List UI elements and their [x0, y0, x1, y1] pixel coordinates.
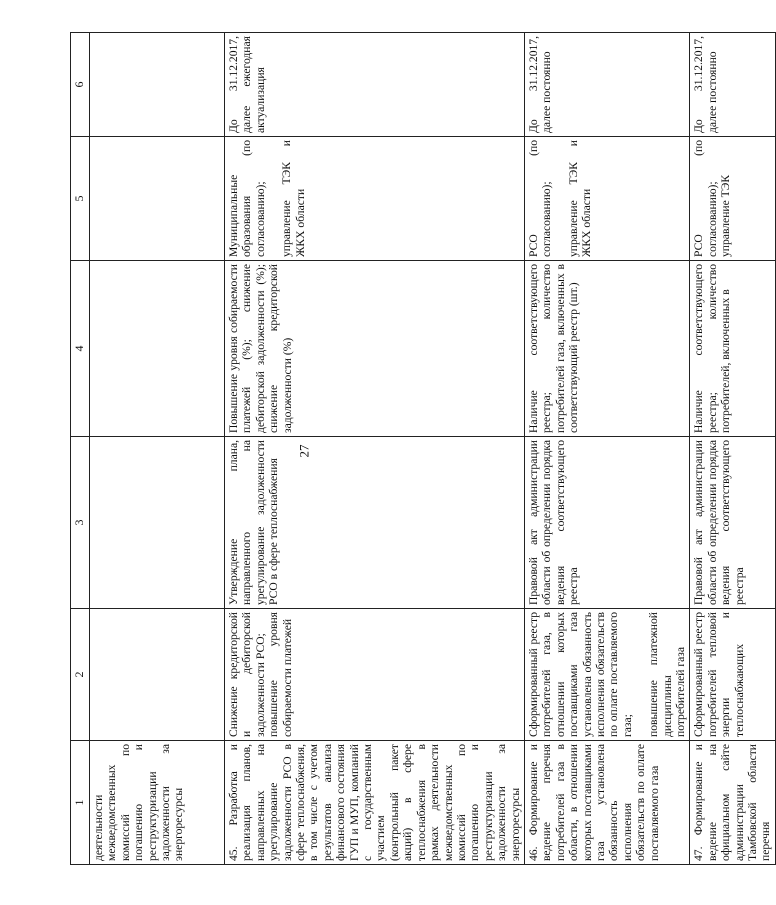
cell-responsible	[90, 137, 225, 261]
cell-responsible	[524, 137, 689, 261]
cell-document	[90, 437, 225, 609]
cell-indicator: Наличие соответствующего реестра; количество потребителей газа, включенных в соответствующий реестр (шт.)	[524, 261, 689, 437]
result-text-a: Снижение кредиторской и дебиторской задолженности РСО;	[227, 612, 267, 737]
page-number: 27	[296, 444, 312, 458]
cell-indicator: Повышение уровня собираемости платежей (%); снижение дебиторской задолженности (%); снижение кредиторской задолженности (%)	[225, 261, 525, 437]
result-text-b: повышение платежной дисциплины потребителей газа	[647, 612, 687, 737]
table-row	[690, 33, 775, 865]
cell-deadline: До 31.12.2017, далее ежегодная актуализация	[225, 33, 525, 137]
header-col-5: 5	[71, 137, 90, 261]
responsible-text-a: РСО (по согласованию);	[692, 140, 719, 257]
cell-activity: 45. Разработка и реализация планов, направленных на урегулирование задолженности РСО в сфере теплоснабжения, в том числе с учетом результатов анализа финансового состояния ГУП и МУП, компаний с государственным участием (контрольный пакет акций) в сфере теплоснабжения в рамках деятельности межведомственных комиссий по погашению и реструктуризации задолженности за энергоресурсы	[225, 741, 525, 865]
cell-document: Утверждение плана, направленного на урегулирование задолженности РСО в сфере теплоснабжения	[225, 437, 525, 609]
cell-document: Правовой акт администрации области об определении порядка ведения соответствующего реестра	[690, 437, 775, 609]
responsible-text-b: управление ТЭК	[719, 174, 733, 257]
cell-deadline	[90, 33, 225, 137]
cell-activity: деятельности межведомственных комиссий по погашению и реструктуризации задолженности за энергоресурсы	[90, 741, 225, 865]
cell-result: Сформированный реестр потребителей тепловой энергии и теплоснабжающих	[690, 609, 775, 741]
cell-result	[90, 609, 225, 741]
cell-responsible	[225, 137, 525, 261]
cell-indicator	[90, 261, 225, 437]
plan-table	[70, 32, 776, 865]
header-col-6: 6	[71, 33, 90, 137]
header-col-3: 3	[71, 437, 90, 609]
responsible-text-a: Муниципальные образования (по согласованию);	[227, 140, 267, 257]
responsible-text-a: РСО (по согласованию);	[526, 140, 554, 257]
cell-deadline: До 31.12.2017, далее постоянно	[524, 33, 689, 137]
cell-responsible	[690, 137, 775, 261]
rotated-table-wrapper	[70, 33, 773, 865]
header-row	[71, 33, 90, 865]
header-col-2: 2	[71, 609, 90, 741]
responsible-text-b: управление ТЭК и ЖКХ области	[280, 140, 307, 257]
cell-deadline: До 31.12.2017, далее постоянно	[690, 33, 775, 137]
header-col-4: 4	[71, 261, 90, 437]
cell-result	[225, 609, 525, 741]
result-text-a: Сформированный реестр потребителей газа, в отношении которых поставщиками газа установлена обязанность исполнения обязательств по оплате поставляемого газа;	[526, 612, 634, 737]
table-row	[524, 33, 689, 865]
responsible-text-b: управление ТЭК и ЖКХ области	[566, 140, 594, 257]
table-row	[225, 33, 525, 865]
cell-result	[524, 609, 689, 741]
header-col-1: 1	[71, 741, 90, 865]
cell-indicator: Наличие соответствующего реестра; количество потребителей, включенных в	[690, 261, 775, 437]
table-row	[90, 33, 225, 865]
cell-activity: 47. Формирование и ведение на официальном сайте администрации Тамбовской области перечня	[690, 741, 775, 865]
result-text-b: повышение уровня собираемости платежей	[267, 612, 294, 737]
cell-activity: 46. Формирование и ведение перечня потребителей газа в области, в отношении которых поставщиками газа установлена обязанность исполнения обязательств по оплате поставляемого газа	[524, 741, 689, 865]
cell-document: Правовой акт администрации области об определении порядка ведения соответствующего реестра	[524, 437, 689, 609]
